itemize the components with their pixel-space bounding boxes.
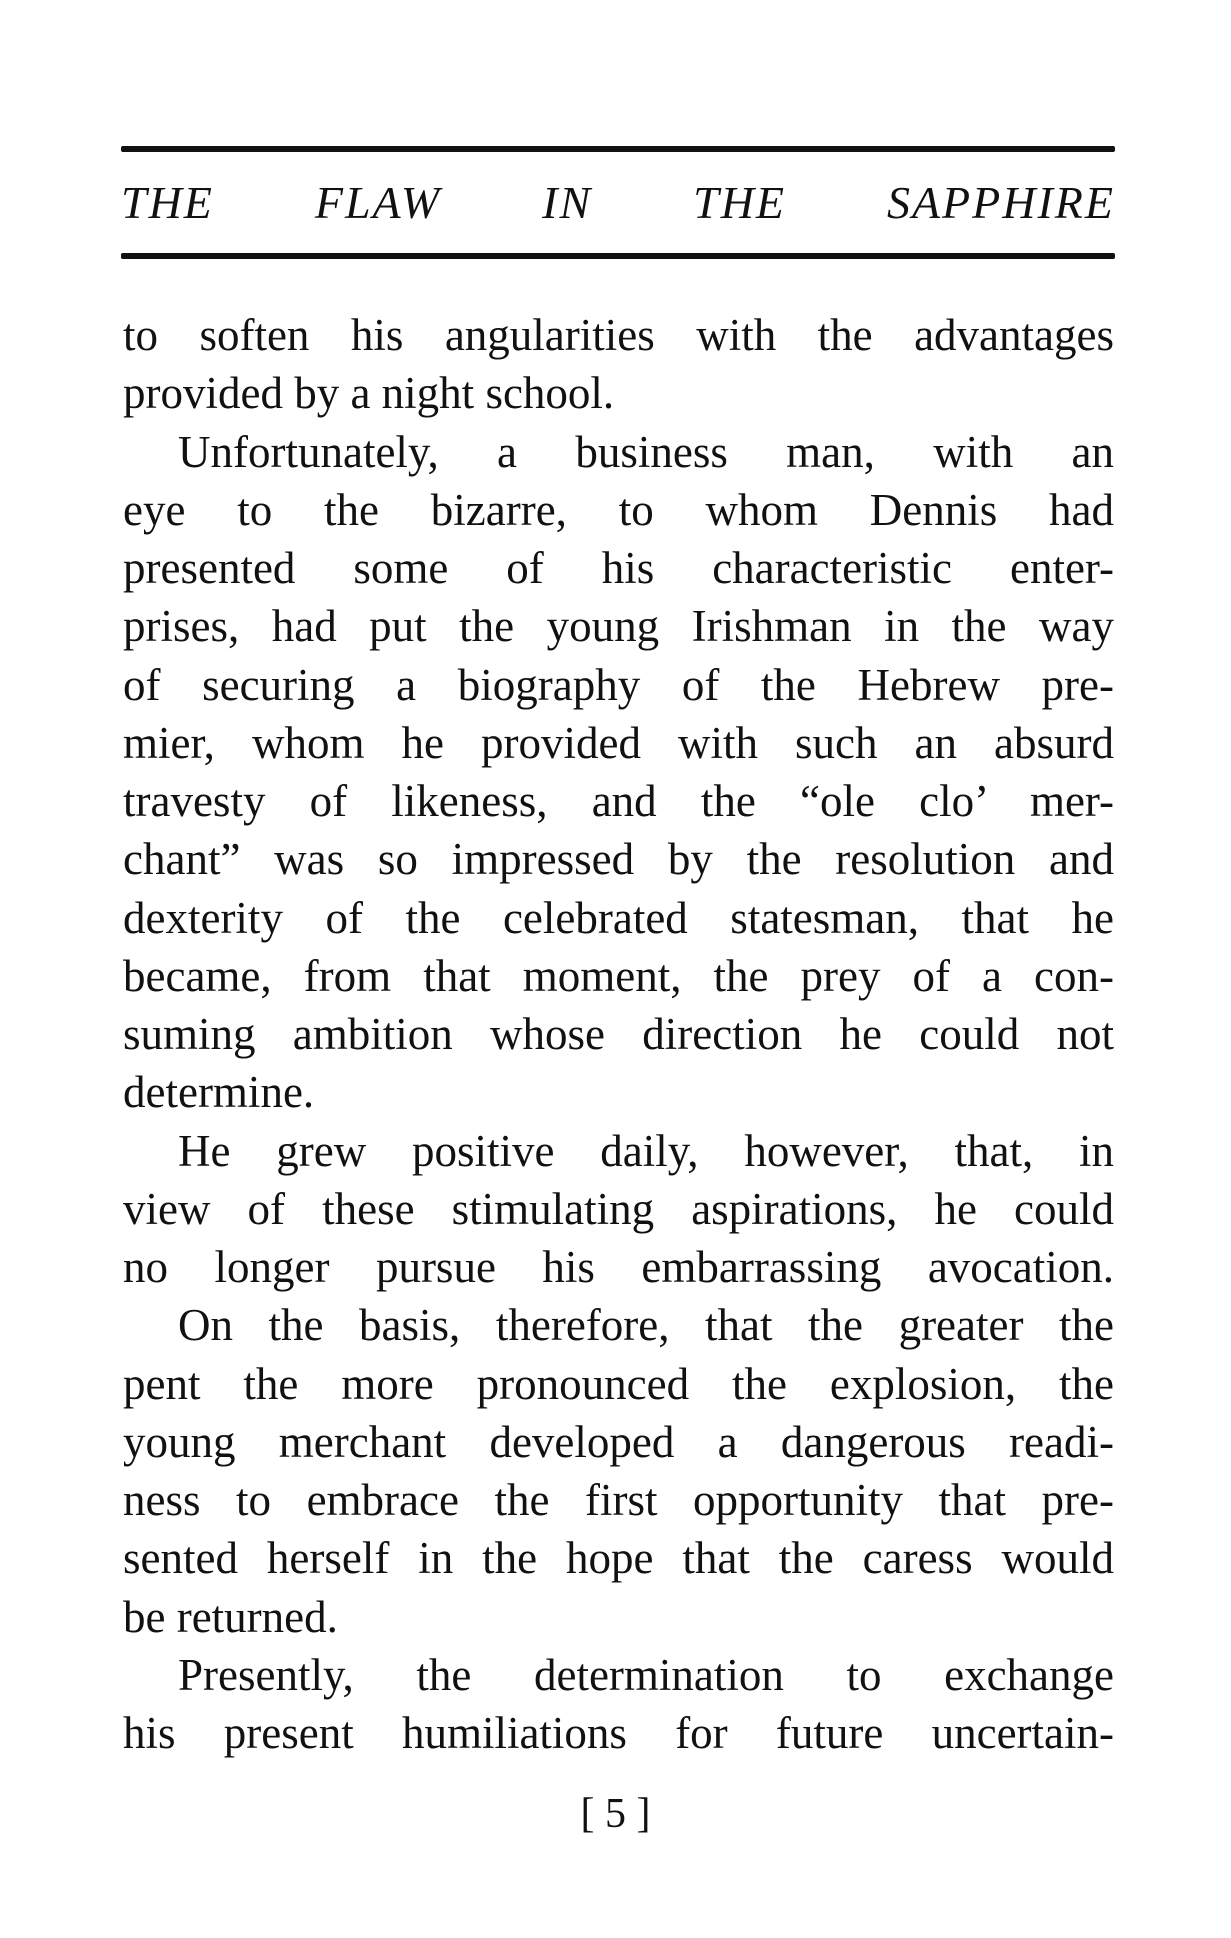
text-line: suming ambition whose direction he could not xyxy=(123,1009,1114,1059)
text-line: sented herself in the hope that the caress would xyxy=(123,1533,1114,1584)
text-line: On the basis, therefore, that the greater the xyxy=(178,1300,1114,1351)
text-line: young merchant developed a dangerous readi- xyxy=(123,1416,1114,1467)
text-line: determine. xyxy=(123,1067,315,1118)
text-line: travesty of likeness, and the “ole clo’ mer- xyxy=(123,776,1114,826)
text-line: eye to the bizarre, to whom Dennis had xyxy=(123,484,1114,535)
text-line: chant” was so impressed by the resolution and xyxy=(123,834,1114,885)
body-text xyxy=(123,306,1114,1762)
text-line: view of these stimulating aspirations, he could xyxy=(123,1183,1114,1234)
header-rule-top xyxy=(121,146,1115,152)
text-line: ness to embrace the first opportunity that pre- xyxy=(123,1475,1114,1525)
running-head: THE FLAW IN THE SAPPHIRE xyxy=(121,177,1115,228)
text-line: presented some of his characteristic enter- xyxy=(123,543,1114,593)
text-line: dexterity of the celebrated statesman, that he xyxy=(123,892,1114,943)
text-line: of securing a biography of the Hebrew pre- xyxy=(123,659,1114,710)
text-line: mier, whom he provided with such an absurd xyxy=(123,717,1114,768)
text-line: pent the more pronounced the explosion, the xyxy=(123,1358,1114,1409)
text-line: no longer pursue his embarrassing avocation. xyxy=(123,1242,1114,1292)
text-line: Unfortunately, a business man, with an xyxy=(178,426,1114,477)
text-line: be returned. xyxy=(123,1591,338,1642)
text-line: provided by a night school. xyxy=(123,368,615,419)
text-line: became, from that moment, the prey of a con- xyxy=(123,950,1114,1001)
text-line: his present humiliations for future uncertain- xyxy=(123,1708,1114,1758)
page-number: [ 5 ] xyxy=(580,1791,651,1837)
text-line: Presently, the determination to exchange xyxy=(178,1649,1114,1700)
text-line: to soften his angularities with the advantages xyxy=(123,310,1114,360)
text-line: He grew positive daily, however, that, in xyxy=(178,1125,1114,1176)
header-rule-bottom xyxy=(121,253,1115,259)
text-line: prises, had put the young Irishman in the way xyxy=(123,601,1114,652)
